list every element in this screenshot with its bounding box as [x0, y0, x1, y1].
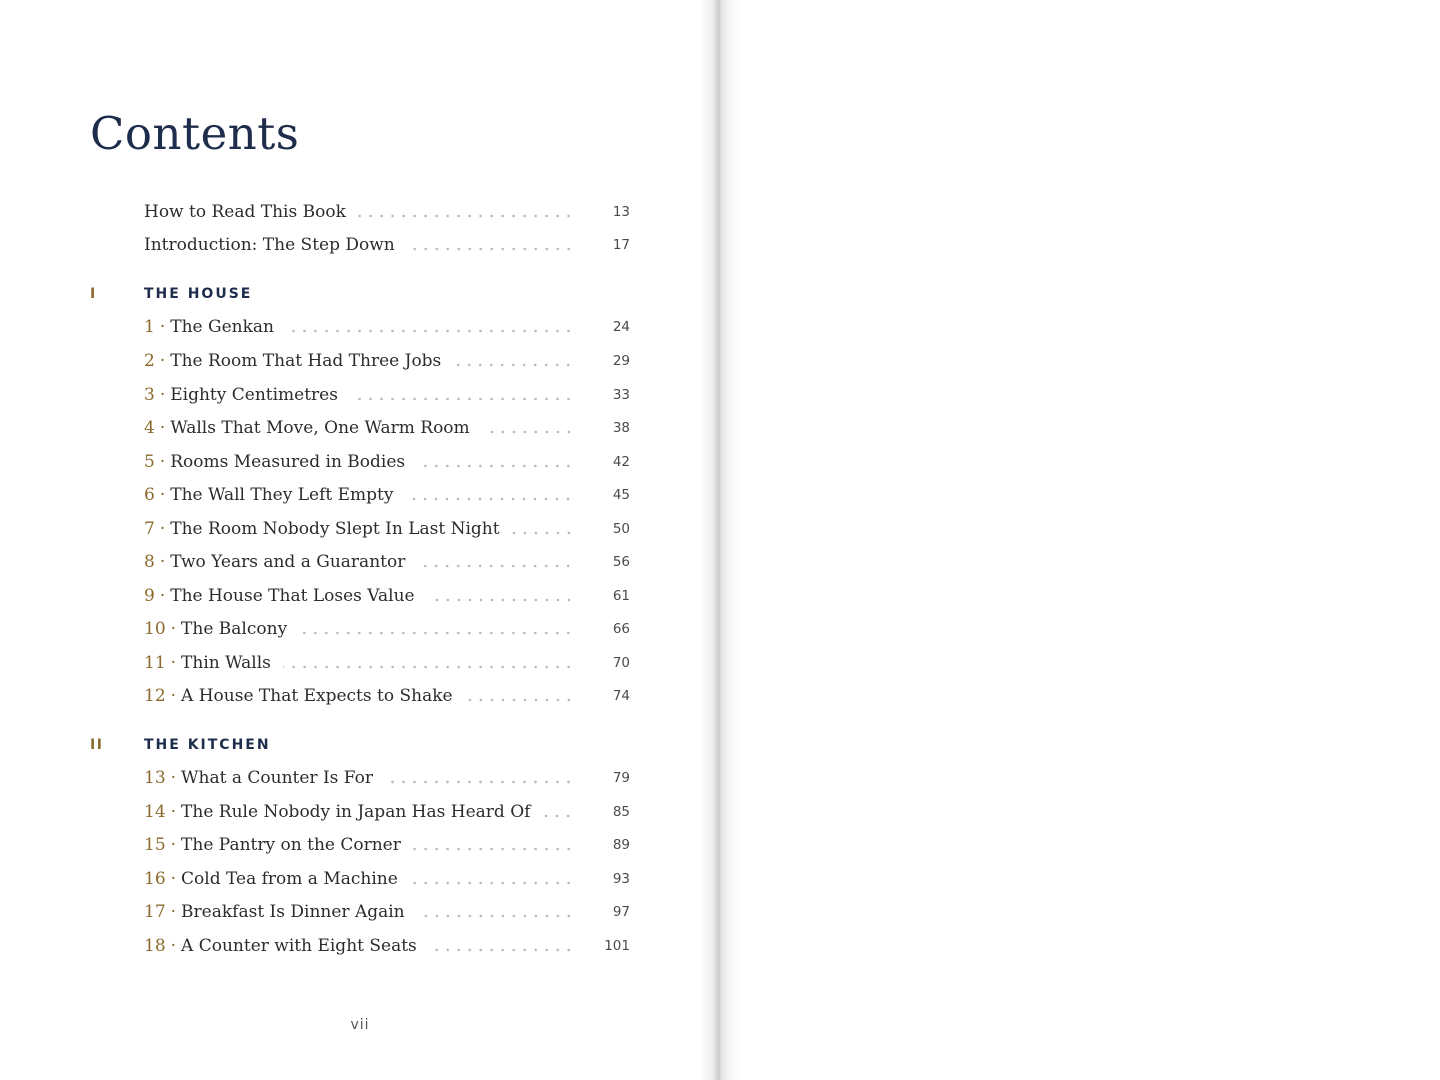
- separator-dot: ·: [170, 902, 177, 922]
- separator-dot: ·: [170, 802, 177, 822]
- dot-leader: [286, 329, 574, 333]
- chapter-number: 12: [144, 686, 166, 706]
- chapter-number: 8: [144, 552, 155, 572]
- page-number: 101: [604, 938, 630, 954]
- part-numeral: II: [90, 737, 104, 753]
- page-number: 61: [612, 588, 630, 604]
- toc-entry[interactable]: [144, 231, 630, 259]
- chapter-entry[interactable]: [144, 932, 630, 960]
- chapter-entry[interactable]: [144, 682, 630, 710]
- separator-dot: ·: [170, 835, 177, 855]
- chapter-title: The Wall They Left Empty: [170, 485, 394, 505]
- dot-leader: [299, 631, 574, 635]
- chapter-title: The Balcony: [181, 619, 288, 639]
- chapter-title: Walls That Move, One Warm Room: [170, 418, 470, 438]
- chapter-number: 5: [144, 452, 155, 472]
- dot-leader: [465, 698, 574, 702]
- page-number: 70: [612, 655, 630, 671]
- chapter-number: 13: [144, 768, 166, 788]
- chapter-title: Breakfast Is Dinner Again: [181, 902, 405, 922]
- chapter-entry[interactable]: [144, 481, 630, 509]
- chapter-entry[interactable]: [144, 582, 630, 610]
- dot-leader: [429, 948, 574, 952]
- chapter-number: 3: [144, 385, 155, 405]
- page-number: 56: [612, 554, 630, 570]
- entry-title: How to Read This Book: [144, 202, 346, 222]
- toc-entry[interactable]: [144, 198, 630, 226]
- dot-leader: [482, 430, 574, 434]
- chapter-title: The Room Nobody Slept In Last Night: [170, 519, 500, 539]
- chapter-title: Thin Walls: [181, 653, 271, 673]
- chapter-entry[interactable]: [144, 831, 630, 859]
- separator-dot: ·: [159, 351, 166, 371]
- part-title: THE HOUSE: [144, 286, 253, 302]
- page-number: 85: [612, 804, 630, 820]
- dot-leader: [427, 598, 574, 602]
- part-heading[interactable]: [90, 283, 252, 305]
- chapter-entry[interactable]: [144, 898, 630, 926]
- part-title: THE KITCHEN: [144, 737, 271, 753]
- page-number: 29: [612, 353, 630, 369]
- chapter-entry[interactable]: [144, 649, 630, 677]
- chapter-title: The Genkan: [170, 317, 274, 337]
- part-numeral: I: [90, 286, 97, 302]
- chapter-number: 18: [144, 936, 166, 956]
- chapter-number: 7: [144, 519, 155, 539]
- separator-dot: ·: [170, 619, 177, 639]
- chapter-number: 1: [144, 317, 155, 337]
- chapter-title: What a Counter Is For: [181, 768, 374, 788]
- chapter-entry[interactable]: [144, 515, 630, 543]
- page-folio: vii: [350, 1017, 370, 1033]
- chapter-number: 10: [144, 619, 166, 639]
- separator-dot: ·: [159, 586, 166, 606]
- dot-leader: [453, 363, 574, 367]
- chapter-entry[interactable]: [144, 381, 630, 409]
- dot-leader: [417, 914, 574, 918]
- dot-leader: [410, 881, 574, 885]
- entry-title: Introduction: The Step Down: [144, 235, 395, 255]
- separator-dot: ·: [159, 385, 166, 405]
- page-number: 93: [612, 871, 630, 887]
- chapter-number: 16: [144, 869, 166, 889]
- page-number: 74: [612, 688, 630, 704]
- chapter-number: 4: [144, 418, 155, 438]
- page-number: 17: [612, 237, 630, 253]
- dot-leader: [417, 464, 574, 468]
- chapter-number: 2: [144, 351, 155, 371]
- chapter-title: Cold Tea from a Machine: [181, 869, 398, 889]
- dot-leader: [358, 214, 574, 218]
- chapter-number: 14: [144, 802, 166, 822]
- dot-leader: [542, 814, 574, 818]
- dot-leader: [413, 847, 574, 851]
- separator-dot: ·: [159, 519, 166, 539]
- part-heading[interactable]: [90, 734, 271, 756]
- page-number: 50: [612, 521, 630, 537]
- separator-dot: ·: [159, 418, 166, 438]
- chapter-number: 9: [144, 586, 155, 606]
- page-number: 89: [612, 837, 630, 853]
- chapter-entry[interactable]: [144, 615, 630, 643]
- chapter-number: 17: [144, 902, 166, 922]
- dot-leader: [385, 780, 574, 784]
- chapter-title: The House That Loses Value: [170, 586, 415, 606]
- dot-leader: [417, 564, 574, 568]
- chapter-number: 15: [144, 835, 166, 855]
- chapter-entry[interactable]: [144, 865, 630, 893]
- right-page: [720, 0, 1440, 1080]
- chapter-title: The Rule Nobody in Japan Has Heard Of: [181, 802, 531, 822]
- dot-leader: [350, 397, 574, 401]
- page-number: 38: [612, 420, 630, 436]
- separator-dot: ·: [170, 768, 177, 788]
- separator-dot: ·: [159, 485, 166, 505]
- page-number: 42: [612, 454, 630, 470]
- chapter-title: Two Years and a Guarantor: [170, 552, 406, 572]
- chapter-title: A House That Expects to Shake: [181, 686, 453, 706]
- page-number: 97: [612, 904, 630, 920]
- page-number: 33: [612, 387, 630, 403]
- page-number: 66: [612, 621, 630, 637]
- chapter-title: A Counter with Eight Seats: [181, 936, 417, 956]
- separator-dot: ·: [159, 317, 166, 337]
- chapter-title: The Pantry on the Corner: [181, 835, 401, 855]
- separator-dot: ·: [159, 552, 166, 572]
- chapter-title: The Room That Had Three Jobs: [170, 351, 442, 371]
- chapter-number: 11: [144, 653, 166, 673]
- chapter-entry[interactable]: [144, 798, 630, 826]
- page-number: 13: [612, 204, 630, 220]
- chapter-entry[interactable]: [144, 313, 630, 341]
- separator-dot: ·: [170, 936, 177, 956]
- separator-dot: ·: [170, 653, 177, 673]
- separator-dot: ·: [170, 869, 177, 889]
- chapter-number: 6: [144, 485, 155, 505]
- dot-leader: [405, 497, 574, 501]
- dot-leader: [512, 531, 574, 535]
- chapter-entry[interactable]: [144, 414, 630, 442]
- chapter-entry[interactable]: [144, 347, 630, 375]
- chapter-entry[interactable]: [144, 548, 630, 576]
- dot-leader: [283, 665, 574, 669]
- chapter-entry[interactable]: [144, 448, 630, 476]
- chapter-title: Eighty Centimetres: [170, 385, 338, 405]
- dot-leader: [407, 247, 574, 251]
- page-number: 45: [612, 487, 630, 503]
- separator-dot: ·: [170, 686, 177, 706]
- separator-dot: ·: [159, 452, 166, 472]
- page-title: Contents: [90, 107, 300, 160]
- page-number: 24: [612, 319, 630, 335]
- page-number: 79: [612, 770, 630, 786]
- chapter-entry[interactable]: [144, 764, 630, 792]
- chapter-title: Rooms Measured in Bodies: [170, 452, 406, 472]
